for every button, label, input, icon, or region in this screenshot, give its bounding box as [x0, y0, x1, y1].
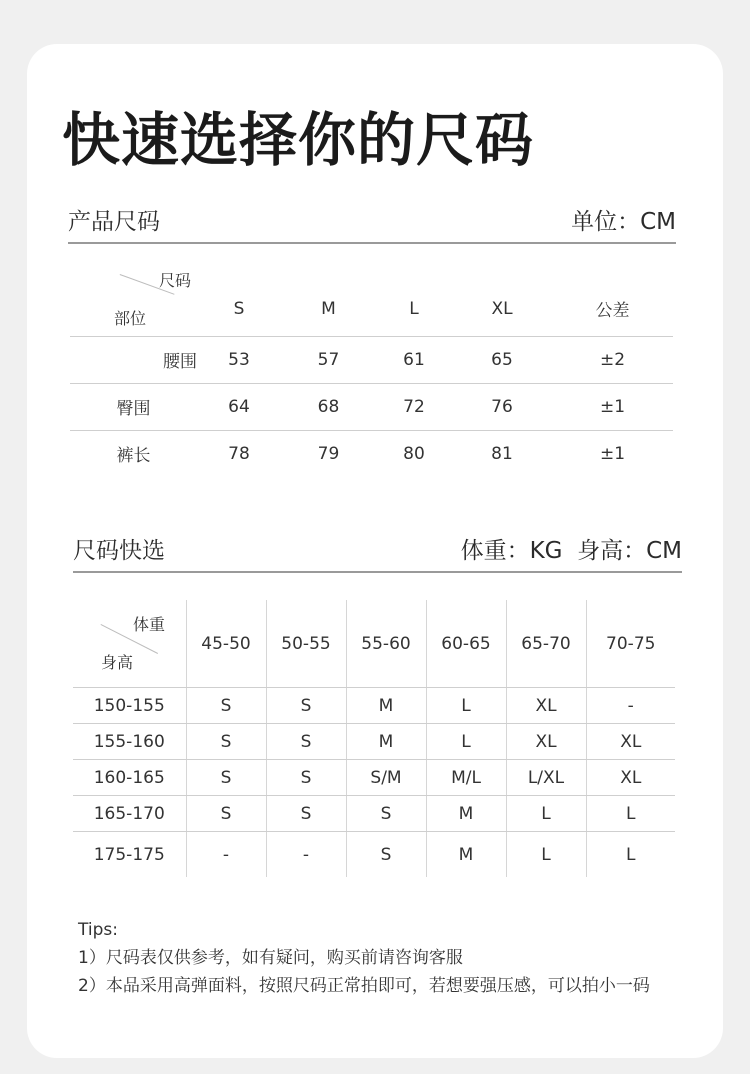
table-cell: 81	[491, 443, 513, 464]
table-cell: L	[506, 796, 586, 832]
table-cell: S	[186, 796, 266, 832]
table-cell: XL	[506, 688, 586, 724]
table-cell: L	[586, 832, 675, 878]
quick-select-corner-cell	[73, 600, 186, 688]
quick-select-header	[73, 531, 682, 573]
table-cell: -	[186, 832, 266, 878]
col-header: 55-60	[346, 600, 426, 688]
col-header: XL	[452, 254, 552, 336]
row-label: 腰围	[70, 336, 197, 383]
col-header: 60-65	[426, 600, 506, 688]
table-cell: L	[506, 832, 586, 878]
table-row	[73, 688, 675, 724]
table-cell: M	[346, 724, 426, 760]
table-cell: M/L	[426, 760, 506, 796]
product-size-header-row	[70, 254, 673, 336]
tips-heading: Tips:	[78, 920, 118, 940]
table-cell: 65	[452, 336, 552, 383]
table-cell: 79	[317, 443, 340, 464]
table-cell: 64	[197, 383, 281, 430]
row-label: 臀围	[70, 383, 197, 430]
table-cell: M	[346, 688, 426, 724]
table-cell: S	[266, 724, 346, 760]
table-row	[70, 383, 673, 430]
corner-label-part: 部位	[114, 309, 147, 328]
table-cell: S/M	[346, 760, 426, 796]
page-title: 快速选择你的尺码	[62, 106, 535, 174]
col-header: 公差	[552, 254, 673, 336]
table-row	[73, 760, 675, 796]
row-label: 155-160	[73, 724, 186, 760]
table-cell: S	[266, 796, 346, 832]
tip-item: 2）本品采用高弹面料，按照尺码正常拍即可，若想要强压感，可以拍小一码	[78, 976, 650, 996]
col-header: S	[197, 254, 281, 336]
tips-section	[78, 916, 650, 1000]
table-cell: L	[426, 688, 506, 724]
table-row	[70, 336, 673, 383]
table-cell: L	[586, 796, 675, 832]
col-header: 65-70	[506, 600, 586, 688]
col-header: 45-50	[186, 600, 266, 688]
table-cell: XL	[586, 760, 675, 796]
table-cell: ±1	[599, 443, 626, 464]
table-row	[73, 796, 675, 832]
table-cell: S	[266, 760, 346, 796]
table-cell: 68	[281, 383, 376, 430]
table-cell: XL	[506, 724, 586, 760]
table-cell: S	[186, 688, 266, 724]
row-label: 160-165	[73, 760, 186, 796]
product-size-table	[70, 254, 673, 477]
table-cell: S	[186, 724, 266, 760]
corner-label-weight: 体重	[133, 615, 166, 634]
tip-item: 1）尺码表仅供参考，如有疑问，购买前请咨询客服	[78, 948, 463, 968]
product-size-unit: 单位：CM	[571, 209, 676, 235]
table-cell: 76	[452, 383, 552, 430]
table-row	[73, 724, 675, 760]
row-label: 175-175	[93, 844, 165, 865]
col-header: 70-75	[586, 600, 675, 688]
table-cell: S	[346, 832, 426, 878]
table-cell: 57	[281, 336, 376, 383]
row-label: 165-170	[73, 796, 186, 832]
table-cell: 78	[228, 443, 250, 464]
table-cell: L	[426, 724, 506, 760]
product-size-corner-cell	[70, 254, 197, 336]
row-label: 裤长	[116, 446, 151, 466]
product-size-header	[68, 202, 676, 244]
corner-label-height: 身高	[101, 653, 134, 672]
table-cell: 80	[403, 443, 425, 464]
table-cell: -	[266, 832, 346, 878]
table-cell: L/XL	[506, 760, 586, 796]
product-size-heading: 产品尺码	[68, 209, 160, 235]
table-cell: 53	[197, 336, 281, 383]
table-cell: 61	[376, 336, 452, 383]
row-label: 150-155	[73, 688, 186, 724]
table-row	[73, 832, 675, 878]
quick-select-table	[73, 600, 675, 877]
quick-select-heading: 尺码快选	[73, 538, 165, 564]
table-cell: S	[346, 796, 426, 832]
corner-label-size: 尺码	[159, 271, 192, 290]
col-header: L	[376, 254, 452, 336]
table-cell: ±2	[552, 336, 673, 383]
quick-select-header-row	[73, 600, 675, 688]
quick-select-unit: 体重：KG 身高：CM	[460, 538, 682, 564]
table-row	[70, 430, 673, 477]
col-header: M	[281, 254, 376, 336]
table-cell: 72	[376, 383, 452, 430]
table-cell: -	[586, 688, 675, 724]
table-cell: S	[266, 688, 346, 724]
table-cell: M	[426, 832, 506, 878]
table-cell: ±1	[552, 383, 673, 430]
table-cell: M	[426, 796, 506, 832]
col-header: 50-55	[266, 600, 346, 688]
table-cell: S	[186, 760, 266, 796]
table-cell: XL	[586, 724, 675, 760]
